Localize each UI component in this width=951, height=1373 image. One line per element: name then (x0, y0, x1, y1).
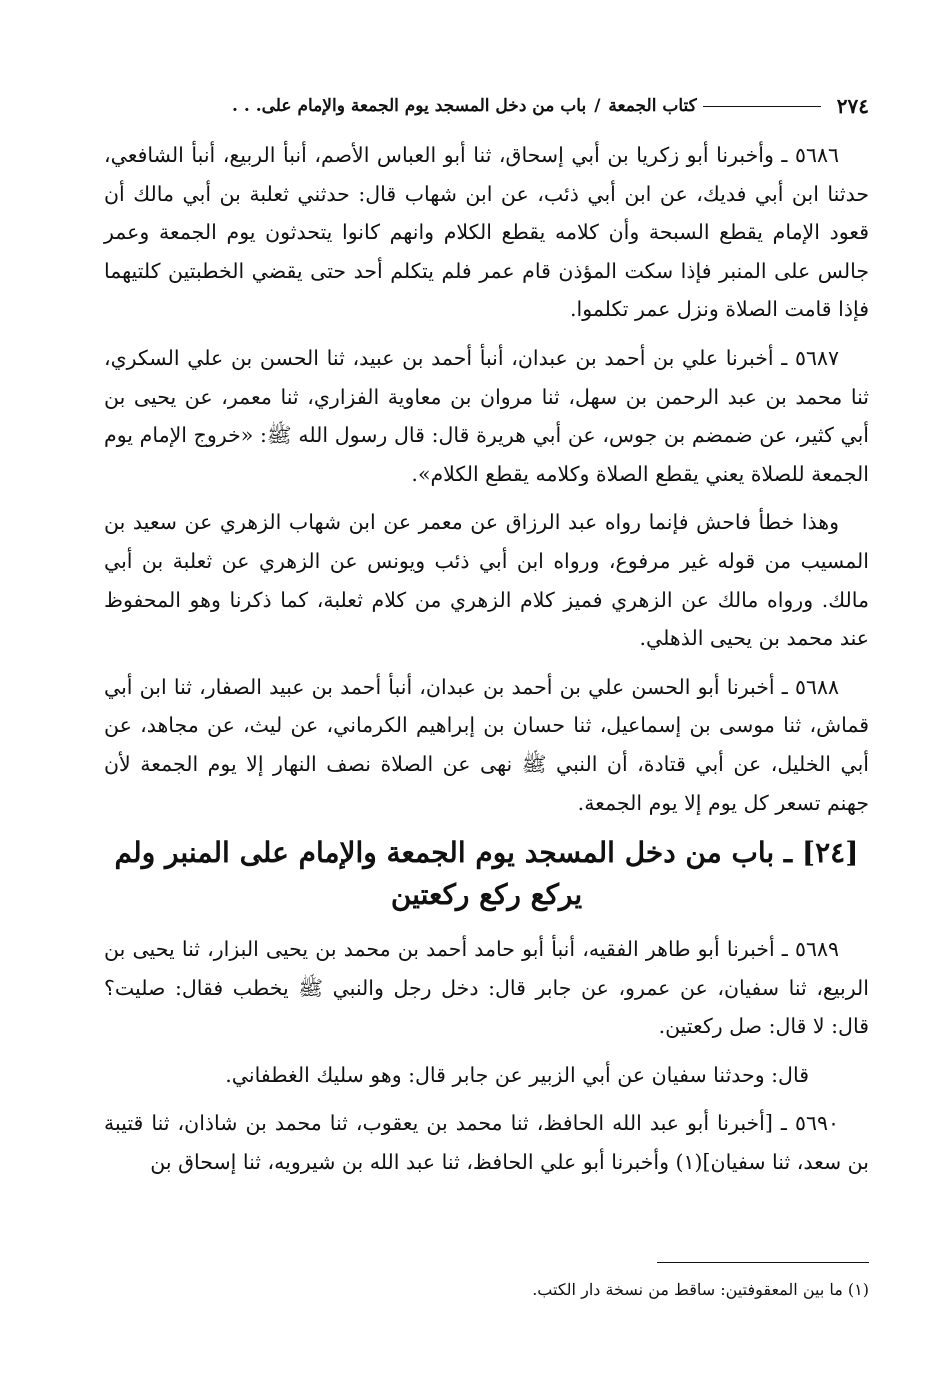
chapter-heading-24: [٢٤] ـ باب من دخل المسجد يوم الجمعة والإمام على المنبر ولم يركع ركع ركعتين (114, 836, 859, 912)
hadith-5690: ٥٦٩٠ ـ [أخبرنا أبو عبد الله الحافظ، ثنا محمد بن يعقوب، ثنا محمد بن شاذان، ثنا قتيبة بن سعد، ثنا سفيان](١) وأخبرنا أبو علي الحافظ، ثنا عبد الله بن شيرويه، ثنا إسحاق بن (104, 1111, 869, 1175)
chapter-title: كتاب الجمعة (608, 96, 697, 116)
hadith-5688: ٥٦٨٨ ـ أخبرنا أبو الحسن علي بن أحمد بن عبدان، أنبأ أحمد بن عبيد الصفار، ثنا ابن أبي قماش، ثنا موسى بن إسماعيل، ثنا حسان بن إبراهيم الكرماني، عن ليث، عن مجاهد، عن أبي الخليل، عن أبي قتادة، أن النبي ﷺ نهى عن الصلاة نصف النهار إلا يوم الجمعة لأن جهنم تسعر كل يوم إلا يوم الجمعة. (104, 674, 869, 815)
footnote: (١) ما بين المعقوفتين: ساقط من نسخة دار الكتب. (532, 1280, 869, 1299)
running-header (104, 88, 869, 124)
page-number: ٢٧٤ (836, 94, 869, 118)
commentary-paragraph: وهذا خطأ فاحش فإنما رواه عبد الرزاق عن معمر عن ابن شهاب الزهري عن سعيد بن المسيب من قوله غير مرفوع، ورواه ابن أبي ذئب ويونس عن الزهري عن ثعلبة بن أبي مالك. ورواه مالك عن الزهري فميز كلام الزهري من كلام ثعلبة، كما ذكرنا وهو المحفوظ عند محمد بن يحيى الذهلي. (104, 510, 869, 651)
hadith-5687: ٥٦٨٧ ـ أخبرنا علي بن أحمد بن عبدان، أنبأ أحمد بن عبيد، ثنا الحسن بن علي السكري، ثنا محمد بن عبد الرحمن بن سهل، ثنا مروان بن معاوية الفزاري، ثنا معمر، عن يحيى بن أبي كثير، عن ضمضم بن جوس، عن أبي هريرة قال: قال رسول الله ﷺ: «خروج الإمام يوم الجمعة للصلاة يعني يقطع الصلاة وكلامه يقطع الكلام». (104, 345, 869, 486)
section-title: باب من دخل المسجد يوم الجمعة والإمام على. . . (232, 96, 587, 116)
narrator-note: قال: وحدثنا سفيان عن أبي الزبير عن جابر قال: وهو سليك الغطفاني. (225, 1062, 809, 1087)
footnote-divider (657, 1262, 869, 1263)
header-separator: / (594, 96, 601, 116)
header-rule (703, 106, 821, 107)
hadith-5686: ٥٦٨٦ ـ وأخبرنا أبو زكريا بن أبي إسحاق، ثنا أبو العباس الأصم، أنبأ الربيع، أنبأ الشافعي، حدثنا ابن أبي فديك، عن ابن أبي ذئب، عن ابن شهاب قال: حدثني ثعلبة بن أبي مالك أن قعود الإمام يقطع السبحة وأن كلامه يقطع الكلام وانهم كانوا يتحدثون يوم الجمعة وعمر جالس على المنبر فإذا سكت المؤذن قام عمر فلم يتكلم أحد حتى يقضي الخطبتين كلتيهما فإذا قامت الصلاة ونزل عمر تكلموا. (104, 143, 869, 322)
hadith-5689: ٥٦٨٩ ـ أخبرنا أبو طاهر الفقيه، أنبأ أبو حامد أحمد بن محمد بن يحيى البزار، ثنا يحيى بن الربيع، ثنا سفيان، عن عمرو، عن جابر قال: دخل رجل والنبي ﷺ يخطب فقال: صليت؟ قال: لا قال: صل ركعتين. (104, 937, 869, 1039)
